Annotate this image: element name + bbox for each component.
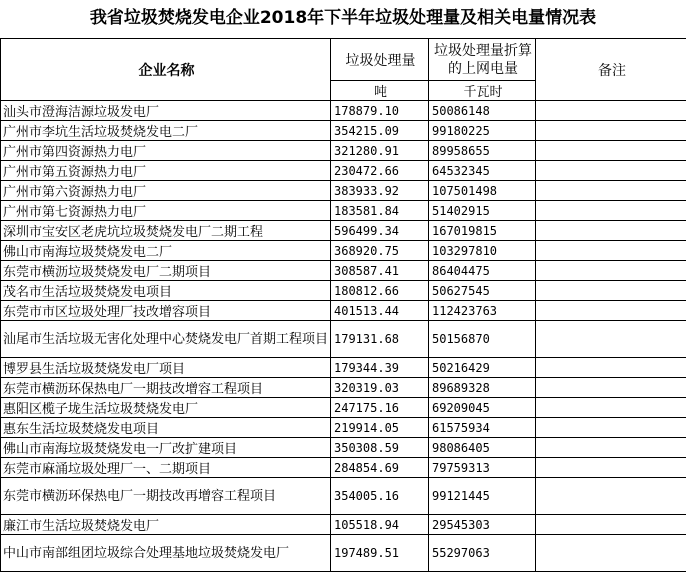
power-amount-cell[interactable]: 69209045 (429, 398, 536, 418)
note-cell[interactable] (536, 458, 686, 478)
company-name-cell[interactable]: 惠阳区榄子垅生活垃圾焚烧发电厂 (1, 398, 331, 418)
header-waste[interactable]: 垃圾处理量 (331, 39, 429, 81)
note-cell[interactable] (536, 301, 686, 321)
waste-amount-cell[interactable]: 197489.51 (331, 535, 429, 572)
waste-amount-cell[interactable]: 350308.59 (331, 438, 429, 458)
waste-amount-cell[interactable]: 596499.34 (331, 221, 429, 241)
waste-amount-cell[interactable]: 383933.92 (331, 181, 429, 201)
table-row (1, 161, 686, 181)
waste-amount-cell[interactable]: 179344.39 (331, 358, 429, 378)
note-cell[interactable] (536, 221, 686, 241)
company-name-cell[interactable]: 东莞市横沥环保热电厂一期技改再增容工程项目 (1, 478, 331, 515)
table-row (1, 398, 686, 418)
company-name-cell[interactable]: 东莞市横沥环保热电厂一期技改增容工程项目 (1, 378, 331, 398)
power-amount-cell[interactable]: 112423763 (429, 301, 536, 321)
table-row (1, 438, 686, 458)
waste-amount-cell[interactable]: 321280.91 (331, 141, 429, 161)
table-row (1, 201, 686, 221)
waste-amount-cell[interactable]: 180812.66 (331, 281, 429, 301)
waste-amount-cell[interactable]: 183581.84 (331, 201, 429, 221)
header-power[interactable]: 垃圾处理量折算的上网电量 (429, 39, 536, 81)
power-amount-cell[interactable]: 50086148 (429, 101, 536, 121)
power-amount-cell[interactable]: 29545303 (429, 515, 536, 535)
note-cell[interactable] (536, 161, 686, 181)
unit-waste[interactable]: 吨 (331, 81, 429, 101)
waste-amount-cell[interactable]: 401513.44 (331, 301, 429, 321)
header-note[interactable]: 备注 (536, 39, 686, 101)
company-name-cell[interactable]: 惠东生活垃圾焚烧发电项目 (1, 418, 331, 438)
header-company[interactable]: 企业名称 (1, 39, 331, 101)
company-name-cell[interactable]: 东莞市横沥垃圾焚烧发电厂二期项目 (1, 261, 331, 281)
note-cell[interactable] (536, 141, 686, 161)
company-name-cell[interactable]: 广州市第五资源热力电厂 (1, 161, 331, 181)
waste-amount-cell[interactable]: 178879.10 (331, 101, 429, 121)
table-row (1, 281, 686, 301)
note-cell[interactable] (536, 321, 686, 358)
header-row (1, 39, 686, 81)
power-amount-cell[interactable]: 98086405 (429, 438, 536, 458)
company-name-cell[interactable]: 汕头市澄海洁源垃圾发电厂 (1, 101, 331, 121)
unit-power[interactable]: 千瓦时 (429, 81, 536, 101)
power-amount-cell[interactable]: 99121445 (429, 478, 536, 515)
table-row (1, 121, 686, 141)
power-amount-cell[interactable]: 99180225 (429, 121, 536, 141)
waste-amount-cell[interactable]: 354005.16 (331, 478, 429, 515)
power-amount-cell[interactable]: 50216429 (429, 358, 536, 378)
note-cell[interactable] (536, 121, 686, 141)
note-cell[interactable] (536, 241, 686, 261)
waste-amount-cell[interactable]: 179131.68 (331, 321, 429, 358)
note-cell[interactable] (536, 101, 686, 121)
note-cell[interactable] (536, 181, 686, 201)
company-name-cell[interactable]: 汕尾市生活垃圾无害化处理中心焚烧发电厂首期工程项目 (1, 321, 331, 358)
table-row (1, 181, 686, 201)
waste-amount-cell[interactable]: 354215.09 (331, 121, 429, 141)
table-row (1, 478, 686, 515)
waste-amount-cell[interactable]: 219914.05 (331, 418, 429, 438)
note-cell[interactable] (536, 478, 686, 515)
company-name-cell[interactable]: 广州市第六资源热力电厂 (1, 181, 331, 201)
table-row (1, 515, 686, 535)
waste-amount-cell[interactable]: 105518.94 (331, 515, 429, 535)
company-name-cell[interactable]: 广州市第四资源热力电厂 (1, 141, 331, 161)
note-cell[interactable] (536, 535, 686, 572)
company-name-cell[interactable]: 东莞市市区垃圾处理厂技改增容项目 (1, 301, 331, 321)
note-cell[interactable] (536, 418, 686, 438)
company-name-cell[interactable]: 佛山市南海垃圾焚烧发电二厂 (1, 241, 331, 261)
power-amount-cell[interactable]: 55297063 (429, 535, 536, 572)
table-row (1, 221, 686, 241)
table-row (1, 141, 686, 161)
company-name-cell[interactable]: 中山市南部组团垃圾综合处理基地垃圾焚烧发电厂 (1, 535, 331, 572)
power-amount-cell[interactable]: 107501498 (429, 181, 536, 201)
table-row (1, 101, 686, 121)
table-row (1, 241, 686, 261)
company-name-cell[interactable]: 佛山市南海垃圾焚烧发电一厂改扩建项目 (1, 438, 331, 458)
waste-amount-cell[interactable]: 368920.75 (331, 241, 429, 261)
table-row (1, 301, 686, 321)
power-amount-cell[interactable]: 79759313 (429, 458, 536, 478)
company-name-cell[interactable]: 茂名市生活垃圾焚烧发电项目 (1, 281, 331, 301)
company-name-cell[interactable]: 广州市第七资源热力电厂 (1, 201, 331, 221)
company-name-cell[interactable]: 博罗县生活垃圾焚烧发电厂项目 (1, 358, 331, 378)
power-amount-cell[interactable]: 103297810 (429, 241, 536, 261)
company-name-cell[interactable]: 深圳市宝安区老虎坑垃圾焚烧发电厂二期工程 (1, 221, 331, 241)
table-row (1, 458, 686, 478)
table-row (1, 535, 686, 572)
power-amount-cell[interactable]: 89958655 (429, 141, 536, 161)
company-name-cell[interactable]: 东莞市麻涌垃圾处理厂一、二期项目 (1, 458, 331, 478)
note-cell[interactable] (536, 438, 686, 458)
power-amount-cell[interactable]: 89689328 (429, 378, 536, 398)
data-table (0, 38, 686, 572)
waste-amount-cell[interactable]: 247175.16 (331, 398, 429, 418)
note-cell[interactable] (536, 358, 686, 378)
power-amount-cell[interactable]: 51402915 (429, 201, 536, 221)
note-cell[interactable] (536, 281, 686, 301)
table-row (1, 261, 686, 281)
page-title: 我省垃圾焚烧发电企业2018年下半年垃圾处理量及相关电量情况表 (89, 8, 597, 28)
company-name-cell[interactable]: 广州市李坑生活垃圾焚烧发电二厂 (1, 121, 331, 141)
power-amount-cell[interactable]: 50156870 (429, 321, 536, 358)
table-row (1, 358, 686, 378)
waste-amount-cell[interactable]: 308587.41 (331, 261, 429, 281)
note-cell[interactable] (536, 261, 686, 281)
power-amount-cell[interactable]: 167019815 (429, 221, 536, 241)
waste-amount-cell[interactable]: 320319.03 (331, 378, 429, 398)
power-amount-cell[interactable]: 86404475 (429, 261, 536, 281)
waste-amount-cell[interactable]: 230472.66 (331, 161, 429, 181)
note-cell[interactable] (536, 515, 686, 535)
power-amount-cell[interactable]: 50627545 (429, 281, 536, 301)
waste-amount-cell[interactable]: 284854.69 (331, 458, 429, 478)
table-row (1, 378, 686, 398)
company-name-cell[interactable]: 廉江市生活垃圾焚烧发电厂 (1, 515, 331, 535)
table-row (1, 321, 686, 358)
note-cell[interactable] (536, 398, 686, 418)
note-cell[interactable] (536, 201, 686, 221)
table-row (1, 418, 686, 438)
power-amount-cell[interactable]: 64532345 (429, 161, 536, 181)
note-cell[interactable] (536, 378, 686, 398)
power-amount-cell[interactable]: 61575934 (429, 418, 536, 438)
